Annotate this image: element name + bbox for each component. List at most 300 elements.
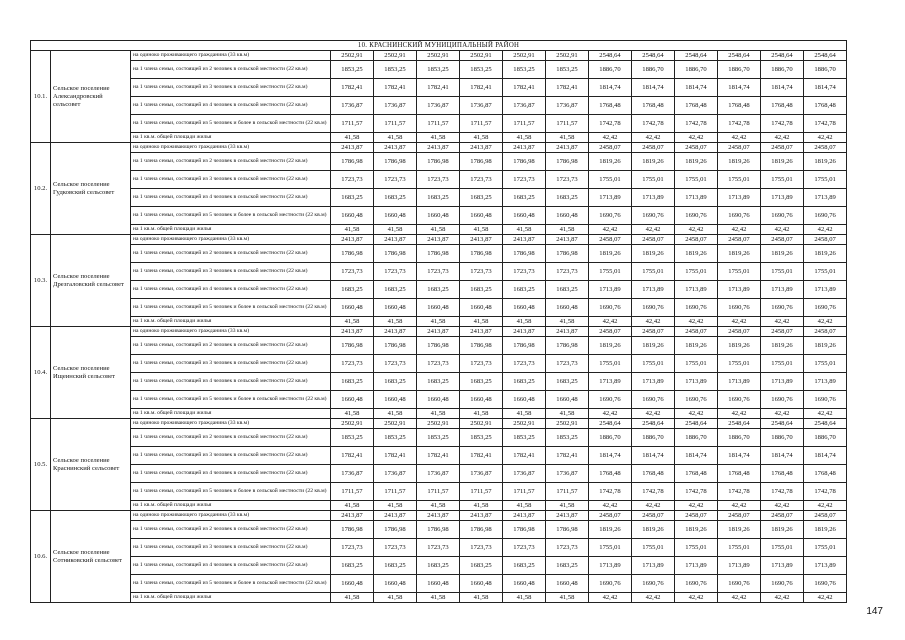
table-row [31,337,847,355]
value-cell: 1660,48 [331,299,374,317]
value-cell: 2458,07 [804,327,847,337]
value-cell: 1853,25 [503,61,546,79]
value-cell: 41,58 [546,593,589,603]
value-cell: 1683,25 [460,557,503,575]
document-page [30,40,842,603]
value-cell: 41,58 [331,501,374,511]
value-cell: 1768,48 [675,465,718,483]
value-cell: 1819,26 [804,521,847,539]
category-label: на 1 члена семьи, состоящей из 4 человек в сельской местности (22 кв.м) [131,373,331,391]
value-cell: 1886,70 [761,61,804,79]
value-cell: 1819,26 [589,337,632,355]
table-row [31,447,847,465]
table-row [31,593,847,603]
value-cell: 2413,87 [374,511,417,521]
value-cell: 1723,73 [417,263,460,281]
table-row [31,465,847,483]
value-cell: 1786,98 [460,245,503,263]
value-cell: 1814,74 [761,447,804,465]
value-cell: 1683,25 [546,281,589,299]
value-cell: 1819,26 [761,153,804,171]
value-cell: 2548,64 [804,51,847,61]
category-label: на 1 члена семьи, состоящей из 5 человек и более в сельской местности (22 кв.м) [131,483,331,501]
table-row [31,189,847,207]
value-cell: 41,58 [331,593,374,603]
value-cell: 1736,87 [417,465,460,483]
value-cell: 1690,76 [589,299,632,317]
value-cell: 1713,89 [718,557,761,575]
value-cell: 1660,48 [417,391,460,409]
value-cell: 2502,91 [417,419,460,429]
value-cell: 2458,07 [589,511,632,521]
value-cell: 1782,41 [503,447,546,465]
category-label: на 1 члена семьи, состоящей из 3 человек в сельской местности (22 кв.м) [131,539,331,557]
category-label: на 1 кв.м. общей площади жилья [131,593,331,603]
value-cell: 42,42 [718,317,761,327]
value-cell: 1713,89 [718,281,761,299]
value-cell: 41,58 [503,317,546,327]
value-cell: 2458,07 [761,327,804,337]
value-cell: 1853,25 [460,429,503,447]
category-label: на 1 члена семьи, состоящей из 5 человек и более в сельской местности (22 кв.м) [131,115,331,133]
value-cell: 1819,26 [675,153,718,171]
value-cell: 1690,76 [804,575,847,593]
value-cell: 1768,48 [761,465,804,483]
page-number: 147 [866,606,883,617]
settlement-name: Сельское поселение Дрезгаловский сельсовет [51,235,131,327]
value-cell: 1819,26 [589,521,632,539]
table-row [31,327,847,337]
value-cell: 1886,70 [589,429,632,447]
category-label: на 1 члена семьи, состоящей из 2 человек в сельской местности (22 кв.м) [131,245,331,263]
value-cell: 1742,78 [761,115,804,133]
value-cell: 2458,07 [632,235,675,245]
value-cell: 1713,89 [632,373,675,391]
value-cell: 1690,76 [675,207,718,225]
value-cell: 1742,78 [761,483,804,501]
section-code: 10.1. [31,51,51,143]
value-cell: 41,58 [374,501,417,511]
value-cell: 2413,87 [546,327,589,337]
value-cell: 42,42 [632,409,675,419]
table-row [31,575,847,593]
table-row [31,207,847,225]
value-cell: 42,42 [632,225,675,235]
value-cell: 1786,98 [374,337,417,355]
value-cell: 1736,87 [503,97,546,115]
value-cell: 41,58 [417,225,460,235]
value-cell: 1723,73 [546,539,589,557]
value-cell: 1814,74 [589,447,632,465]
value-cell: 1736,87 [374,465,417,483]
value-cell: 2548,64 [632,51,675,61]
value-cell: 1713,89 [675,373,718,391]
value-cell: 42,42 [804,317,847,327]
value-cell: 1660,48 [417,207,460,225]
value-cell: 2458,07 [589,235,632,245]
value-cell: 1755,01 [761,539,804,557]
value-cell: 42,42 [804,225,847,235]
value-cell: 1736,87 [546,465,589,483]
value-cell: 1683,25 [503,189,546,207]
value-cell: 42,42 [761,501,804,511]
value-cell: 2413,87 [503,511,546,521]
table-row [31,115,847,133]
value-cell: 2458,07 [675,235,718,245]
category-label: на 1 кв.м. общей площади жилья [131,133,331,143]
value-cell: 1683,25 [331,373,374,391]
value-cell: 42,42 [761,593,804,603]
value-cell: 1736,87 [503,465,546,483]
category-label: на 1 кв.м. общей площади жилья [131,409,331,419]
value-cell: 41,58 [417,133,460,143]
value-cell: 1755,01 [632,355,675,373]
value-cell: 1683,25 [503,373,546,391]
value-cell: 1683,25 [331,189,374,207]
value-cell: 1755,01 [804,539,847,557]
value-cell: 1819,26 [675,521,718,539]
value-cell: 1723,73 [546,355,589,373]
value-cell: 1755,01 [718,355,761,373]
category-label: на 1 члена семьи, состоящей из 2 человек в сельской местности (22 кв.м) [131,429,331,447]
value-cell: 1786,98 [417,153,460,171]
value-cell: 1853,25 [460,61,503,79]
value-cell: 1742,78 [632,483,675,501]
value-cell: 2413,87 [460,511,503,521]
table-row [31,263,847,281]
value-cell: 1736,87 [546,97,589,115]
category-label: на 1 кв.м. общей площади жилья [131,225,331,235]
value-cell: 2502,91 [374,51,417,61]
value-cell: 1755,01 [761,263,804,281]
value-cell: 1786,98 [374,153,417,171]
value-cell: 2458,07 [718,235,761,245]
value-cell: 1853,25 [417,61,460,79]
value-cell: 1713,89 [589,281,632,299]
value-cell: 41,58 [460,593,503,603]
value-cell: 41,58 [460,317,503,327]
value-cell: 2458,07 [632,327,675,337]
value-cell: 1683,25 [331,557,374,575]
value-cell: 1768,48 [718,97,761,115]
value-cell: 42,42 [632,317,675,327]
value-cell: 1690,76 [632,299,675,317]
value-cell: 2502,91 [460,419,503,429]
category-label: на 1 члена семьи, состоящей из 5 человек и более в сельской местности (22 кв.м) [131,575,331,593]
value-cell: 2413,87 [331,511,374,521]
value-cell: 1660,48 [503,391,546,409]
value-cell: 2458,07 [589,143,632,153]
value-cell: 1723,73 [546,263,589,281]
value-cell: 1690,76 [718,391,761,409]
category-label: на 1 члена семьи, состоящей из 5 человек и более в сельской местности (22 кв.м) [131,391,331,409]
table-row [31,133,847,143]
value-cell: 1690,76 [632,575,675,593]
value-cell: 41,58 [503,133,546,143]
value-cell: 2502,91 [331,419,374,429]
value-cell: 1713,89 [761,281,804,299]
value-cell: 1886,70 [804,61,847,79]
value-cell: 1660,48 [546,299,589,317]
value-cell: 1713,89 [761,557,804,575]
value-cell: 1819,26 [804,153,847,171]
value-cell: 2548,64 [718,419,761,429]
value-cell: 1683,25 [374,189,417,207]
value-cell: 1782,41 [417,79,460,97]
value-cell: 1690,76 [761,391,804,409]
value-cell: 1711,57 [374,115,417,133]
value-cell: 1690,76 [675,575,718,593]
value-cell: 41,58 [503,409,546,419]
value-cell: 2458,07 [632,143,675,153]
value-cell: 2458,07 [675,511,718,521]
category-label: на 1 члена семьи, состоящей из 4 человек в сельской местности (22 кв.м) [131,281,331,299]
value-cell: 1723,73 [503,355,546,373]
value-cell: 1768,48 [718,465,761,483]
value-cell: 1711,57 [546,115,589,133]
value-cell: 1713,89 [589,557,632,575]
value-cell: 1819,26 [632,153,675,171]
value-cell: 2413,87 [460,235,503,245]
settlement-name: Сельское поселение Александровский сельсовет [51,51,131,143]
value-cell: 1755,01 [675,171,718,189]
value-cell: 42,42 [589,501,632,511]
value-cell: 41,58 [460,501,503,511]
category-label: на 1 члена семьи, состоящей из 2 человек в сельской местности (22 кв.м) [131,521,331,539]
value-cell: 42,42 [675,593,718,603]
value-cell: 1786,98 [331,245,374,263]
value-cell: 2502,91 [331,51,374,61]
value-cell: 1755,01 [675,355,718,373]
value-cell: 1660,48 [460,575,503,593]
value-cell: 1768,48 [632,465,675,483]
value-cell: 1736,87 [331,97,374,115]
value-cell: 1755,01 [718,539,761,557]
value-cell: 1768,48 [804,465,847,483]
value-cell: 1814,74 [675,447,718,465]
value-cell: 1711,57 [503,115,546,133]
value-cell: 1886,70 [718,61,761,79]
category-label: на одиноко проживающего гражданина (33 кв.м) [131,235,331,245]
value-cell: 1660,48 [546,207,589,225]
table-row [31,539,847,557]
value-cell: 1711,57 [331,115,374,133]
value-cell: 1660,48 [374,299,417,317]
value-cell: 1723,73 [417,171,460,189]
table-row [31,245,847,263]
category-label: на одиноко проживающего гражданина (33 кв.м) [131,419,331,429]
value-cell: 2413,87 [503,327,546,337]
value-cell: 1819,26 [718,337,761,355]
table-title: 10. КРАСНИНСКИЙ МУНИЦИПАЛЬНЫЙ РАЙОН [31,41,847,51]
value-cell: 1713,89 [675,189,718,207]
value-cell: 2548,64 [718,51,761,61]
value-cell: 1819,26 [718,521,761,539]
value-cell: 1683,25 [460,281,503,299]
value-cell: 41,58 [331,225,374,235]
value-cell: 1782,41 [417,447,460,465]
value-cell: 1690,76 [675,391,718,409]
value-cell: 41,58 [546,501,589,511]
category-label: на 1 члена семьи, состоящей из 2 человек в сельской местности (22 кв.м) [131,153,331,171]
table-row [31,235,847,245]
value-cell: 1683,25 [331,281,374,299]
value-cell: 1683,25 [546,373,589,391]
value-cell: 1755,01 [589,539,632,557]
value-cell: 1736,87 [374,97,417,115]
value-cell: 1683,25 [374,373,417,391]
value-cell: 1853,25 [503,429,546,447]
value-cell: 2458,07 [675,327,718,337]
value-cell: 41,58 [546,409,589,419]
value-cell: 2413,87 [417,511,460,521]
value-cell: 1782,41 [460,447,503,465]
value-cell: 1723,73 [374,539,417,557]
value-cell: 1782,41 [460,79,503,97]
value-cell: 1755,01 [632,539,675,557]
value-cell: 1819,26 [804,245,847,263]
value-cell: 42,42 [589,409,632,419]
value-cell: 1660,48 [374,207,417,225]
value-cell: 2458,07 [675,143,718,153]
value-cell: 1768,48 [675,97,718,115]
value-cell: 1723,73 [331,355,374,373]
value-cell: 42,42 [804,501,847,511]
value-cell: 1755,01 [589,263,632,281]
value-cell: 1660,48 [417,575,460,593]
value-cell: 2413,87 [374,327,417,337]
value-cell: 1886,70 [632,61,675,79]
value-cell: 1786,98 [503,337,546,355]
value-cell: 1886,70 [589,61,632,79]
value-cell: 1690,76 [718,575,761,593]
value-cell: 1742,78 [675,115,718,133]
value-cell: 1660,48 [460,299,503,317]
value-cell: 1660,48 [331,391,374,409]
value-cell: 1819,26 [718,153,761,171]
section-code: 10.3. [31,235,51,327]
value-cell: 1713,89 [718,189,761,207]
value-cell: 1690,76 [589,207,632,225]
value-cell: 1853,25 [331,61,374,79]
value-cell: 1742,78 [718,115,761,133]
value-cell: 1819,26 [675,337,718,355]
value-cell: 1683,25 [546,557,589,575]
value-cell: 1786,98 [460,521,503,539]
value-cell: 1660,48 [374,391,417,409]
value-cell: 1819,26 [632,521,675,539]
value-cell: 1690,76 [632,207,675,225]
value-cell: 1690,76 [761,207,804,225]
value-cell: 2458,07 [761,511,804,521]
value-cell: 1690,76 [589,391,632,409]
value-cell: 1723,73 [503,263,546,281]
value-cell: 1683,25 [417,281,460,299]
value-cell: 41,58 [460,133,503,143]
value-cell: 1690,76 [675,299,718,317]
table-row [31,61,847,79]
value-cell: 1768,48 [589,97,632,115]
table-row [31,281,847,299]
value-cell: 1853,25 [374,61,417,79]
value-cell: 2413,87 [417,143,460,153]
value-cell: 1755,01 [761,171,804,189]
value-cell: 42,42 [804,133,847,143]
value-cell: 1786,98 [331,337,374,355]
value-cell: 1683,25 [417,189,460,207]
value-cell: 2458,07 [718,143,761,153]
value-cell: 1755,01 [675,539,718,557]
settlement-name: Сельское поселение Сотниковский сельсовет [51,511,131,603]
category-label: на 1 члена семьи, состоящей из 3 человек в сельской местности (22 кв.м) [131,447,331,465]
price-table [30,40,847,603]
value-cell: 2458,07 [718,327,761,337]
category-label: на 1 члена семьи, состоящей из 3 человек в сельской местности (22 кв.м) [131,263,331,281]
value-cell: 42,42 [761,317,804,327]
value-cell: 1660,48 [546,391,589,409]
value-cell: 42,42 [718,593,761,603]
value-cell: 1782,41 [374,79,417,97]
table-row [31,79,847,97]
value-cell: 2413,87 [503,143,546,153]
value-cell: 1782,41 [374,447,417,465]
value-cell: 1819,26 [718,245,761,263]
value-cell: 2413,87 [503,235,546,245]
value-cell: 1723,73 [503,171,546,189]
category-label: на 1 кв.м. общей площади жилья [131,317,331,327]
value-cell: 2413,87 [460,327,503,337]
value-cell: 42,42 [589,133,632,143]
value-cell: 1660,48 [503,207,546,225]
value-cell: 1755,01 [589,355,632,373]
value-cell: 1786,98 [331,153,374,171]
value-cell: 41,58 [503,593,546,603]
value-cell: 1711,57 [546,483,589,501]
value-cell: 42,42 [675,409,718,419]
value-cell: 1736,87 [460,465,503,483]
value-cell: 1723,73 [460,539,503,557]
category-label: на одиноко проживающего гражданина (33 кв.м) [131,511,331,521]
value-cell: 1660,48 [331,207,374,225]
value-cell: 1786,98 [460,337,503,355]
value-cell: 2548,64 [761,51,804,61]
category-label: на 1 члена семьи, состоящей из 2 человек в сельской местности (22 кв.м) [131,61,331,79]
value-cell: 1713,89 [675,281,718,299]
value-cell: 42,42 [761,133,804,143]
value-cell: 1755,01 [632,171,675,189]
value-cell: 2502,91 [460,51,503,61]
value-cell: 2413,87 [374,143,417,153]
value-cell: 1782,41 [331,447,374,465]
value-cell: 2548,64 [632,419,675,429]
value-cell: 42,42 [718,225,761,235]
table-row [31,419,847,429]
value-cell: 1853,25 [546,61,589,79]
value-cell: 1786,98 [374,245,417,263]
section-code: 10.5. [31,419,51,511]
value-cell: 1713,89 [675,557,718,575]
category-label: на 1 члена семьи, состоящей из 4 человек в сельской местности (22 кв.м) [131,189,331,207]
value-cell: 1683,25 [374,557,417,575]
value-cell: 42,42 [675,501,718,511]
table-row [31,373,847,391]
value-cell: 42,42 [675,133,718,143]
value-cell: 41,58 [460,409,503,419]
value-cell: 1713,89 [804,189,847,207]
value-cell: 1814,74 [632,79,675,97]
value-cell: 42,42 [804,593,847,603]
value-cell: 1713,89 [804,373,847,391]
